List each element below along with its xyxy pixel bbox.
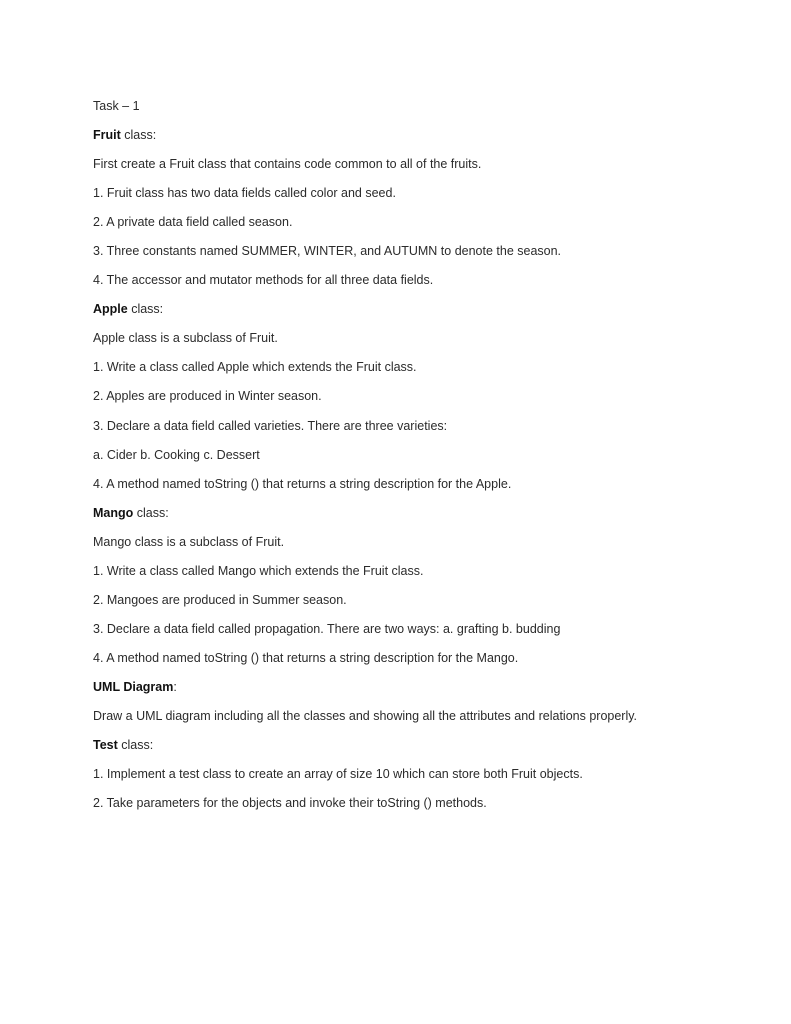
- fruit-item-1: 1. Fruit class has two data fields called color and seed.: [93, 186, 396, 201]
- uml-heading: [93, 673, 753, 702]
- document-body: [93, 92, 753, 818]
- mango-item-3: 3. Declare a data field called propagation. There are two ways: a. grafting b. budding: [93, 621, 561, 636]
- mango-item-1: 1. Write a class called Mango which extends the Fruit class.: [93, 563, 424, 578]
- mango-class-heading: [93, 499, 753, 528]
- mango-heading-bold: Mango: [93, 505, 134, 520]
- test-class-heading: [93, 731, 753, 760]
- uml-intro: Draw a UML diagram including all the classes and showing all the attributes and relations properly.: [93, 708, 638, 723]
- apple-intro: Apple class is a subclass of Fruit.: [93, 331, 278, 346]
- fruit-class-heading: [93, 121, 753, 150]
- test-item-2: 2. Take parameters for the objects and invoke their toString () methods.: [93, 796, 487, 811]
- mango-item-4: 4. A method named toString () that returns a string description for the Mango.: [93, 650, 519, 665]
- apple-item-1: 1. Write a class called Apple which extends the Fruit class.: [93, 360, 417, 375]
- apple-item-4: 4. A method named toString () that returns a string description for the Apple.: [93, 476, 512, 491]
- test-item-1: 1. Implement a test class to create an array of size 10 which can store both Fruit objects.: [93, 767, 583, 782]
- uml-heading-rest: :: [173, 679, 177, 694]
- apple-class-heading: [93, 295, 753, 324]
- fruit-intro: First create a Fruit class that contains code common to all of the fruits.: [93, 157, 482, 172]
- mango-intro: Mango class is a subclass of Fruit.: [93, 534, 285, 549]
- fruit-item-4: 4. The accessor and mutator methods for all three data fields.: [93, 273, 434, 288]
- apple-varieties: a. Cider b. Cooking c. Dessert: [93, 447, 260, 462]
- fruit-item-3: 3. Three constants named SUMMER, WINTER, and AUTUMN to denote the season.: [93, 244, 562, 259]
- apple-heading-rest: class:: [127, 302, 164, 317]
- mango-heading-rest: class:: [133, 505, 169, 520]
- test-heading-bold: Test: [93, 738, 118, 753]
- test-heading-rest: class:: [117, 738, 154, 753]
- fruit-heading-rest: class:: [120, 128, 157, 143]
- fruit-heading-bold: Fruit: [93, 128, 121, 143]
- uml-heading-bold: UML Diagram: [93, 679, 174, 694]
- mango-item-2: 2. Mangoes are produced in Summer season.: [93, 592, 347, 607]
- apple-heading-bold: Apple: [93, 302, 128, 317]
- fruit-item-2: 2. A private data field called season.: [93, 215, 293, 230]
- apple-item-2: 2. Apples are produced in Winter season.: [93, 389, 322, 404]
- apple-item-3: 3. Declare a data field called varieties. There are three varieties:: [93, 418, 448, 433]
- task-title: Task – 1: [93, 99, 140, 113]
